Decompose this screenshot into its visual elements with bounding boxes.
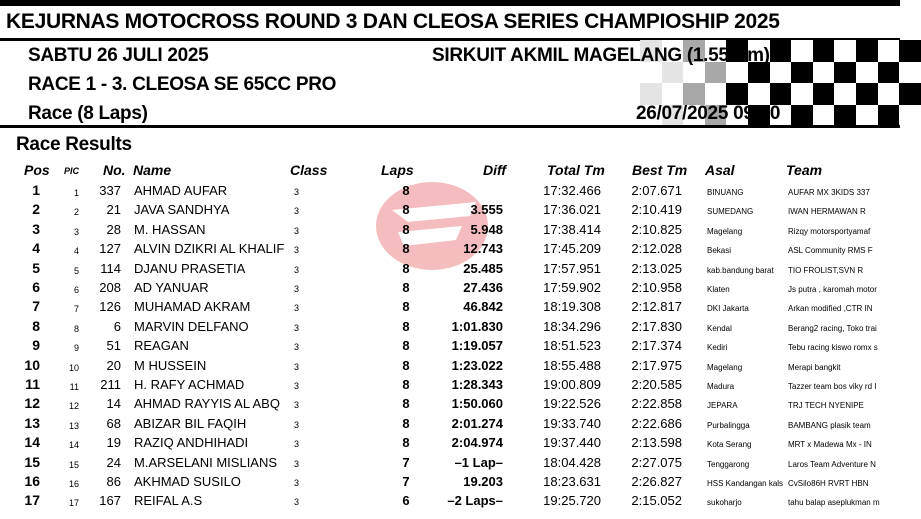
result-team: Berang2 racing, Toko trai [788,323,877,333]
checker-square [770,83,792,105]
result-laps: 8 [402,280,410,295]
result-team: Tazzer team bos viky rd I [788,382,877,391]
result-pos: 2 [32,201,40,218]
top-border [0,0,900,6]
result-total-time: 18:51.523 [543,338,601,354]
result-best-time: 2:12.028 [631,241,682,257]
event-date: SABTU 26 JULI 2025 [28,45,209,66]
result-diff: 5.948 [470,221,503,237]
table-row [0,472,900,491]
result-name: JAVA SANDHYA [134,202,230,218]
result-pic: 1 [73,188,79,198]
result-name: M.ARSELANI MISLIANS [134,454,278,470]
result-name: AHMAD AUFAR [134,183,228,198]
result-number: 127 [99,241,121,257]
result-origin: BINUANG [707,188,744,197]
result-pos: 11 [25,376,40,392]
result-pos: 12 [24,395,40,412]
checker-square [878,62,900,84]
result-number: 24 [106,454,121,470]
result-diff: 1:19.057 [451,338,503,354]
result-origin: Magelang [707,362,743,372]
result-total-time: 17:59.902 [543,280,601,295]
checker-square [834,105,856,127]
checker-square [813,62,835,84]
result-origin: HSS Kandangan kals [707,479,784,488]
result-total-time: 19:37.440 [543,435,601,451]
race-datetime: 26/07/2025 09:00 [636,103,781,124]
event-title: KEJURNAS MOTOCROSS ROUND 3 DAN CLEOSA SERIES CHAMPIOSHIP 2025 [6,10,780,33]
result-team: Tebu racing kiswo romx s [788,343,878,353]
table-row [0,491,900,510]
checker-square [834,40,856,62]
checker-square [878,105,900,127]
result-class: 3 [294,497,300,508]
result-total-time: 19:25.720 [543,493,601,509]
result-laps: 8 [402,435,410,451]
col-best: Best Tm [632,162,688,178]
result-name: MUHAMAD AKRAM [134,299,251,315]
result-pos: 14 [24,434,40,451]
checker-square [813,83,835,105]
result-best-time: 2:13.025 [631,260,682,276]
result-laps: 8 [402,183,410,198]
result-pic: 5 [73,265,79,276]
result-pos: 16 [24,473,40,489]
result-number: 6 [113,318,121,334]
result-number: 126 [99,299,121,315]
checker-square [899,62,921,84]
result-best-time: 2:10.825 [631,221,682,237]
result-laps: 8 [402,299,410,315]
result-total-time: 18:55.488 [543,357,601,373]
result-origin: SUMEDANG [707,207,754,217]
result-diff: 3.555 [470,202,503,218]
result-class: 3 [294,245,300,256]
result-best-time: 2:27.075 [631,454,682,470]
table-row [0,336,900,355]
result-total-time: 17:36.021 [543,202,601,218]
result-number: 19 [106,435,121,451]
result-team: IWAN HERMAWAN R [788,207,866,217]
result-name: MARVIN DELFANO [134,318,249,334]
table-row [0,200,900,219]
result-total-time: 18:23.631 [543,474,601,489]
checker-square [856,40,878,62]
result-team: Js putra , karomah motor [788,285,877,294]
table-row [0,181,900,200]
checker-square [791,83,813,105]
result-laps: 8 [402,396,410,412]
result-total-time: 18:04.428 [543,454,601,470]
checker-square [748,83,770,105]
result-total-time: 19:00.809 [543,377,601,392]
col-laps: Laps [381,162,414,178]
result-pos: 3 [32,220,40,237]
result-diff: –1 Lap– [454,454,503,470]
checker-square [899,105,921,127]
result-class: 3 [294,478,300,488]
table-row [0,433,900,452]
table-row [0,414,900,433]
result-number: 14 [106,396,121,412]
col-team: Team [786,162,823,178]
table-row [0,297,900,316]
result-origin: Madura [707,382,735,391]
result-number: 51 [106,338,121,354]
result-class: 3 [294,342,300,353]
result-laps: 8 [402,202,410,218]
result-class: 3 [294,206,300,217]
table-row [0,375,900,394]
result-laps: 8 [402,338,410,354]
table-row [0,453,900,472]
result-pic: 16 [68,479,79,489]
col-asal: Asal [705,162,735,178]
result-best-time: 2:10.419 [631,202,682,218]
result-pic: 10 [68,362,79,373]
result-origin: Magelang [707,226,743,236]
result-pos: 13 [24,414,40,431]
result-pos: 9 [32,337,40,354]
result-diff: –2 Laps– [447,493,503,509]
checker-square [705,83,727,105]
result-best-time: 2:13.598 [631,435,682,451]
result-number: 337 [99,183,121,198]
result-team: TIO FROLIST,SVN R [788,265,864,275]
table-row [0,259,900,278]
result-class: 3 [294,303,300,314]
result-team: Laros Team Adventure N [788,459,876,469]
checker-square [770,62,792,84]
result-pos: 8 [32,317,40,334]
result-pos: 6 [32,279,40,295]
result-class: 3 [294,225,300,236]
result-origin: Bekasi [707,246,732,256]
result-laps: 8 [402,357,410,373]
table-row [0,278,900,297]
result-name: DJANU PRASETIA [134,260,246,276]
result-diff: 19.203 [463,474,503,489]
result-pos: 5 [32,259,40,276]
result-pic: 14 [68,440,79,451]
result-number: 114 [100,260,121,276]
checker-square [640,83,662,105]
result-number: 21 [106,202,121,218]
result-pic: 12 [68,401,79,412]
col-class: Class [290,162,328,178]
result-team: AUFAR MX 3KIDS 337 [788,188,870,197]
result-origin: Kendal [707,323,732,333]
result-best-time: 2:15.052 [631,493,682,509]
checker-square [899,83,921,105]
result-diff: 12.743 [463,241,503,257]
result-origin: Tenggarong [707,459,750,469]
result-total-time: 19:22.526 [543,396,601,412]
result-class: 3 [294,187,300,197]
result-name: REAGAN [134,338,189,354]
result-origin: Purbalingga [707,420,750,430]
result-pic: 4 [73,246,79,257]
checker-square [791,105,813,127]
table-row [0,220,900,239]
result-laps: 8 [402,377,410,392]
result-pic: 7 [73,304,79,315]
result-name: AD YANUAR [134,280,209,295]
result-team: TRJ TECH NYENIPE [788,401,864,411]
result-name: REIFAL A.S [134,493,203,509]
result-name: RAZIQ ANDHIHADI [134,435,249,451]
result-class: 3 [294,322,300,333]
result-pic: 13 [68,420,79,431]
result-pic: 2 [73,207,79,218]
result-team: Merapi bangkit [788,362,841,372]
col-pos: Pos [24,162,50,178]
result-best-time: 2:10.958 [631,280,682,295]
checker-square [791,40,813,62]
result-name: M HUSSEIN [134,357,207,373]
divider [0,125,900,128]
result-team: MRT x Madewa Mx - IN [788,440,872,450]
checker-square [726,83,748,105]
checker-square [856,83,878,105]
col-pic: PIC [64,166,80,176]
checker-square [813,105,835,127]
result-total-time: 17:38.414 [543,221,601,237]
result-total-time: 17:32.466 [543,183,601,198]
table-row [0,317,900,336]
result-team: BAMBANG plasik team [788,420,871,430]
result-diff: 1:23.022 [451,357,503,373]
result-team: CvSilo86H RVRT HBN [788,479,869,488]
result-pos: 4 [32,240,40,257]
result-number: 211 [100,377,121,392]
result-pos: 17 [24,492,40,509]
result-pos: 15 [24,453,40,470]
result-class: 3 [294,458,300,469]
result-name: AHMAD RAYYIS AL ABQ [134,396,280,412]
result-diff: 46.842 [463,299,503,315]
result-name: ABIZAR BIL FAQIH [134,415,247,431]
checker-square [834,62,856,84]
result-class: 3 [294,284,300,294]
race-laps: Race (8 Laps) [28,103,148,124]
result-best-time: 2:07.671 [631,183,682,198]
result-pic: 6 [73,285,79,295]
result-class: 3 [294,439,300,450]
checker-square [856,62,878,84]
result-laps: 6 [402,493,410,509]
circuit-name: SIRKUIT AKMIL MAGELANG (1.55 Km) [432,45,770,66]
result-laps: 8 [402,241,410,257]
result-team: Arkan modified ,CTR IN [788,304,873,314]
checker-square [899,40,921,62]
result-origin: kab.bandung barat [707,265,774,275]
result-class: 3 [294,264,300,275]
result-class: 3 [294,419,300,430]
result-pic: 3 [73,226,79,237]
checker-square [834,83,856,105]
checker-square [856,105,878,127]
col-total: Total Tm [547,162,605,178]
table-row [0,356,900,375]
result-diff: 2:01.274 [451,415,503,431]
result-best-time: 2:17.830 [631,318,682,334]
result-number: 68 [106,415,121,431]
result-name: AKHMAD SUSILO [134,474,241,489]
result-diff: 27.436 [463,280,503,295]
result-origin: sukoharjo [707,498,742,508]
result-team: Rizqy motorsportyamaf [788,226,871,236]
col-diff: Diff [483,162,507,178]
result-origin: Kota Serang [707,440,752,450]
result-number: 167 [99,493,121,509]
result-best-time: 2:22.858 [631,396,682,412]
checker-square [662,83,684,105]
result-name: H. RAFY ACHMAD [134,377,245,392]
result-number: 86 [106,474,121,489]
result-diff: 1:28.343 [451,377,503,392]
result-class: 3 [294,400,300,411]
table-row [0,239,900,258]
result-total-time: 18:19.308 [543,299,601,315]
result-laps: 8 [402,318,410,334]
result-diff: 1:01.830 [451,318,503,334]
result-best-time: 2:17.975 [631,357,682,373]
checker-square [770,40,792,62]
result-team: ASL Community RMS F [788,246,873,256]
result-origin: JEPARA [707,401,738,411]
result-laps: 7 [402,454,410,470]
result-class: 3 [294,361,300,372]
result-laps: 8 [402,415,410,431]
result-best-time: 2:17.374 [631,338,682,354]
result-pic: 11 [69,382,79,392]
result-total-time: 19:33.740 [543,415,601,431]
result-pos: 1 [32,182,40,198]
result-diff: 2:04.974 [451,435,503,451]
result-pic: 17 [68,498,79,509]
result-diff: 25.485 [463,260,503,276]
result-pos: 7 [32,298,40,315]
result-best-time: 2:22.686 [631,415,682,431]
result-team: tahu balap aseplukman m [788,498,880,508]
result-laps: 7 [402,474,410,489]
result-total-time: 18:34.296 [543,318,601,334]
result-number: 208 [99,280,121,295]
section-title: Race Results [16,134,132,155]
result-origin: DKI Jakarta [707,304,749,314]
result-number: 28 [106,221,121,237]
checker-square [878,83,900,105]
checker-square [813,40,835,62]
result-origin: Klaten [707,285,730,294]
result-name: M. HASSAN [134,221,206,237]
result-laps: 8 [402,260,410,276]
result-name: ALVIN DZIKRI AL KHALIF [134,241,285,257]
checker-square [683,83,705,105]
result-pic: 9 [73,343,79,354]
col-name: Name [133,162,172,178]
result-laps: 8 [402,221,410,237]
result-pic: 8 [73,323,79,334]
result-total-time: 17:57.951 [543,260,601,276]
col-no: No. [103,162,126,178]
result-best-time: 2:26.827 [631,474,682,489]
result-total-time: 17:45.209 [543,241,601,257]
race-name: RACE 1 - 3. CLEOSA SE 65CC PRO [28,74,337,95]
checker-square [878,40,900,62]
checker-square [791,62,813,84]
result-pic: 15 [68,459,79,470]
table-row [0,394,900,413]
result-best-time: 2:20.585 [631,377,682,392]
result-pos: 10 [24,356,40,373]
result-number: 20 [106,357,121,373]
result-best-time: 2:12.817 [631,299,682,315]
result-origin: Kediri [707,343,728,353]
result-diff: 1:50.060 [451,396,503,412]
result-class: 3 [294,381,300,391]
